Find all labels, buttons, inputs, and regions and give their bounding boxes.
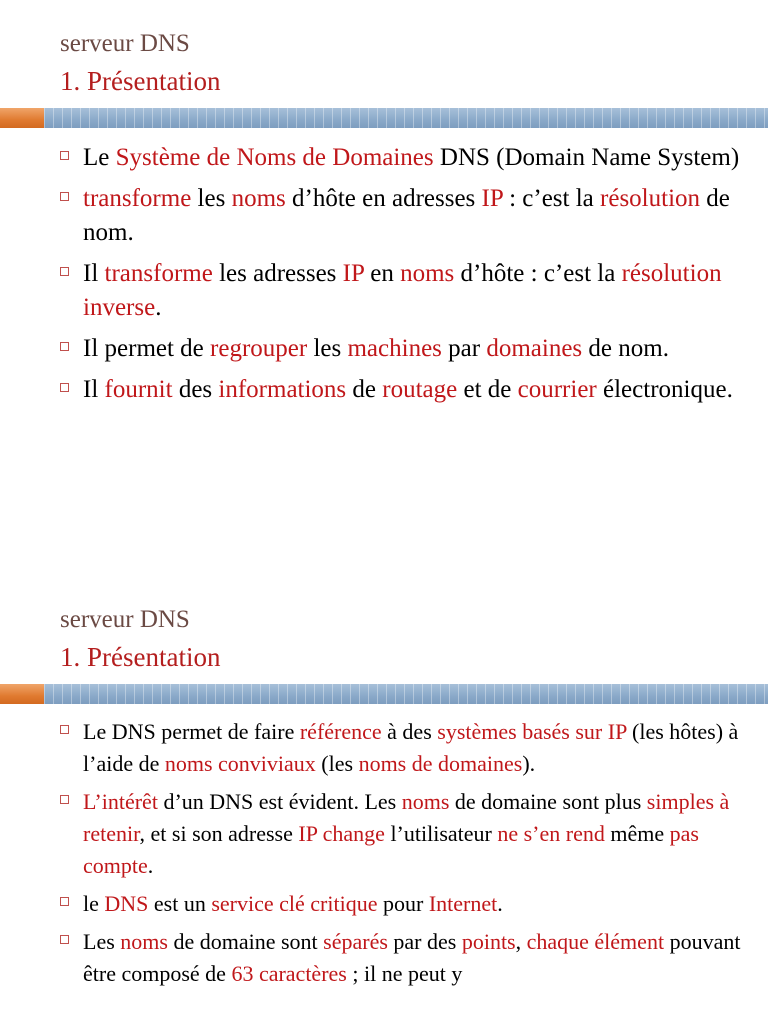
highlighted-term: noms [120,929,168,954]
bullet-text: : c’est la [502,185,601,212]
divider-accent [0,108,44,128]
bullet-item [60,332,744,366]
bullet-text: (les [315,751,359,776]
bullet-text: . [497,891,503,916]
highlighted-term: L’intérêt [83,789,158,814]
highlighted-term: machines [347,335,442,362]
bullet-text: les [307,335,348,362]
bullet-text: Les [83,929,121,954]
bullet-item [60,786,744,882]
highlighted-term: noms [401,789,450,814]
bullet-text: d’un DNS est évident. Les [157,789,402,814]
highlighted-term: référence [299,719,382,744]
highlighted-term: noms [231,185,286,212]
bullet-text: de nom. [83,185,730,246]
highlighted-term: service clé critique [211,891,378,916]
square-bullet-icon [60,795,69,804]
bullet-text: l’utilisateur [384,821,498,846]
highlighted-term: routage [382,376,458,403]
bullet-text: par des [387,929,462,954]
highlighted-term: informations [218,376,347,403]
bullet-text: Le DNS permet de faire [83,719,300,744]
bullet-text: DNS (Domain Name System) [433,144,740,171]
highlighted-term: Internet [428,891,498,916]
bullet-item [60,257,744,325]
slide-title: 1. Présentation [60,66,221,96]
slide-title: 1. Présentation [60,642,221,672]
highlighted-term: regrouper [210,335,308,362]
bullet-text: en [363,260,401,287]
bullet-text: . [147,853,154,878]
square-bullet-icon [60,267,69,276]
bullet-text: les [191,185,232,212]
highlighted-term: transforme [83,185,192,212]
bullet-text: et de [457,376,518,403]
bullet-text: pour [377,891,429,916]
bullet-list [60,141,744,414]
highlighted-term: courrier [517,376,597,403]
square-bullet-icon [60,935,69,944]
highlighted-term: pas compte [83,821,699,878]
bullet-text: de nom. [582,335,669,362]
highlighted-term: résolution [600,185,701,212]
title-divider-bar [0,684,768,704]
bullet-text: Il permet de [83,335,211,362]
square-bullet-icon [60,192,69,201]
title-divider-bar [0,108,768,128]
highlighted-term: résolution inverse [83,260,722,321]
square-bullet-icon [60,151,69,160]
bullet-item [60,182,744,250]
square-bullet-icon [60,383,69,392]
highlighted-term: simples à retenir [83,789,730,846]
highlighted-term: noms conviviaux [164,751,316,776]
bullet-text: , et si son adresse [139,821,299,846]
highlighted-term: domaines [486,335,583,362]
highlighted-term: DNS [104,891,149,916]
bullet-text: ). [522,751,536,776]
square-bullet-icon [60,342,69,351]
highlighted-term: ne s’en rend [497,821,605,846]
bullet-text: de domaine sont [167,929,324,954]
bullet-text: pouvant être composé de [83,929,741,986]
highlighted-term: séparés [323,929,388,954]
bullet-text: Il [83,260,105,287]
bullet-text: même [604,821,670,846]
square-bullet-icon [60,897,69,906]
bullet-text: d’hôte : c’est la [454,260,622,287]
bullet-text: des [172,376,219,403]
highlighted-term: chaque élément [526,929,665,954]
highlighted-term: systèmes basés sur IP [437,719,627,744]
highlighted-term: fournit [104,376,173,403]
highlighted-term: 63 caractères [231,961,347,986]
bullet-item [60,373,744,407]
bullet-text: de [346,376,383,403]
highlighted-term: IP [481,185,503,212]
bullet-list [60,716,744,996]
bullet-text: de domaine sont plus [449,789,647,814]
bullet-text: . [155,294,162,321]
bullet-text: est un [148,891,212,916]
highlighted-term: transforme [104,260,213,287]
highlighted-term: IP [342,260,364,287]
bullet-text: ; il ne peut y [346,961,463,986]
bullet-text: Il [83,376,105,403]
bullet-text: par [441,335,487,362]
highlighted-term: noms de domaines [358,751,523,776]
bullet-text: Le [83,144,116,171]
bullet-text: les adresses [212,260,343,287]
slide-2 [0,576,768,1024]
bullet-text: (les hôtes) à l’aide de [83,719,739,776]
bullet-text: , [515,929,527,954]
bullet-text: d’hôte en adresses [285,185,482,212]
bullet-text: électronique. [596,376,733,403]
square-bullet-icon [60,725,69,734]
divider-accent [0,684,44,704]
highlighted-term: IP change [298,821,385,846]
bullet-item [60,716,744,780]
highlighted-term: noms [400,260,455,287]
highlighted-term: Système de Noms de Domaines [115,144,434,171]
slide-subtitle: serveur DNS [60,606,190,633]
highlighted-term: points [461,929,516,954]
slide-subtitle: serveur DNS [60,30,190,57]
bullet-item [60,926,744,990]
bullet-item [60,141,744,175]
bullet-text: à des [381,719,438,744]
bullet-item [60,888,744,920]
bullet-text: le [83,891,105,916]
